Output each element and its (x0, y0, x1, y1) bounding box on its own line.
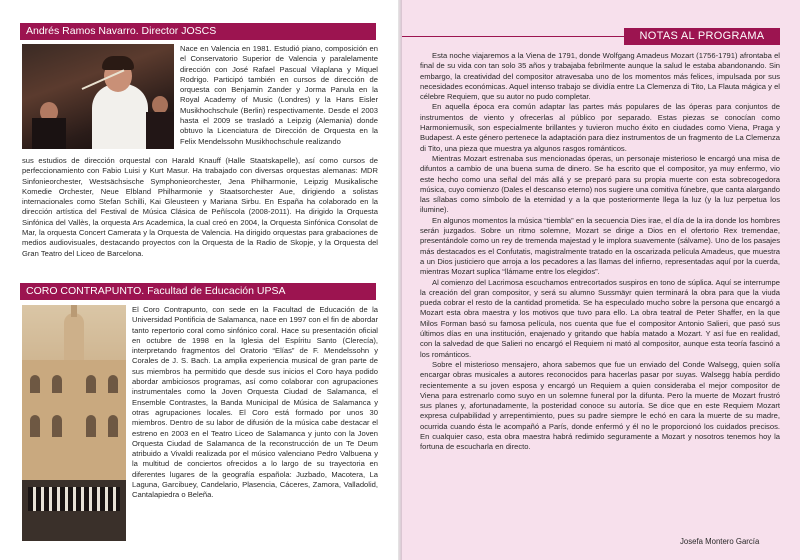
section-title-choir: CORO CONTRAPUNTO. Facultad de Educación UPSA (20, 283, 376, 300)
program-paragraph: En algunos momentos la música “tiembla” en la secuencia Dies irae, el día de la ira donde los hombres serán juzgados. Sobre un ritmo solemne, Mozart se dirige a Dios en el ofertorio Rex tremendae, presentándole como un rey de tremenda majestad y le implora suavemente (sálvame). Uno de los pasajes más destacados es el Confutatis, magistralmente tratado en la oscarizada película Amadeus, que muestra a un Dios justiciero que arroja a los pecadores a las llamas del infierno, representadas aquí por la cuerda, mientras Mozart suplica “llámame entre los elegidos”. (420, 215, 780, 277)
choir-cathedral-photo (22, 305, 126, 541)
page-spine (398, 0, 402, 560)
director-bio-intro: Nace en Valencia en 1981. Estudió piano, composición en el Conservatorio Superior de Valencia y paralelamente dirección con José Rafael Pascual Vilaplana y Miquel Rodrigo. Participó también en cursos de dirección de orquesta con Benjamin Zander y Jorma Panula en la Royal Academy of Music (Londres) y la Hans Eisler Musikhochschule (Berlin) respectivamente. Desde el 2003 hasta el 2009 se trasladó a Leipzig (Alemania) donde obtuvo la Licenciatura de Dirección de Orquesta en la Felix Mendelssohn Musikhochschule realizando (180, 44, 378, 146)
header-rule (402, 36, 624, 37)
choir-bio: El Coro Contrapunto, con sede en la Facultad de Educación de la Universidad Pontificia de Salamanca, nace en 1997 con el fin de abordar tanto repertorio coral como sinfónico coral. Hace su presentación oficial en octubre de 1998 en la Iglesia del Espíritu Santo (Clerecía), interpretando fragmentos del Oratorio “Elías” de F. Mendelssohn y Corales de J. S. Bach. La amplia experiencia musical de gran parte de sus miembros ha permitido que desde sus inicios el Coro haya podido abordar ambiciosos programas, así como colaborar con agrupaciones instrumentales como la Joven Orquesta Ciudad de Salamanca, el Ensemble Contrastes, la Banda Municipal de Música de Salamanca y otras agrupaciones locales. El Coro está formado por unos 30 miembros. Dentro de su labor de difusión de la música cabe destacar el estreno en 2003 en el Teatro Liceo de Salamanca y junto con la Joven Orquesta Ciudad de Salamanca de la reconstrucción de un Te Deum atribuido a Vivaldi realizada por el músico valenciano Pedro Valbuena y la multitud de conciertos ofrecidos a lo largo de su trayectoria en diferentes lugares de la geografía española: Juzbado, Macotera, La Laguna, Garcibuey, Candelario, Plasencia, Cáceres, Zamora, Valladolid, Cantalapiedra o Beleña. (132, 305, 378, 500)
program-notes-header (402, 28, 780, 45)
author-signature: Josefa Montero García (680, 537, 760, 546)
conductor-photo (22, 44, 174, 149)
director-bio-continued: sus estudios de dirección orquestal con Harald Knauff (Halle Staatskapelle), así como cursos de perfeccionamiento con Fabio Luisi y Kurt Masur. Ha trabajado con diversas orquestas alemanas: MDR Sinfonieorchester, Westsächsische Symphonieorchester, Jena Philharmonie, Leipzig Musikalische Komedie Orchester, Neue Elbland Philharmonie y Staatsorchester Aue, dirigiendo a solistas internacionales como Stefan Schilli, Kai Gleusteen y Mariana Sirbu. En España ha colaborado en la dirección artística del Festival de Música Clásica de Peñíscola (2008-2011). Ha dirigido la Orquesta Sinfónica del Vallès, la orquesta Ars Academica, la cual creó en 2004, la Orquesta Sinfónica Consolat de Mar, la orquesta Concert Camerata y la Orquesta de Valencia. Ha dirigido orquestas para grabaciones de medios audiovisuales, destacando proyectos con la Orquesta de la Radio de Skopje, y la Orquesta del Gran Teatro del Liceo de Barcelona. (22, 156, 378, 258)
program-notes-title: NOTAS AL PROGRAMA (624, 28, 780, 45)
program-paragraph: Esta noche viajaremos a la Viena de 1791, donde Wolfgang Amadeus Mozart (1756-1791) afrontaba el final de su vida con tan solo 35 años y trabajaba febrilmente aunque la salud le estaba abandonando. Sin embargo, la creatividad del compositor atravesaba uno de los momentos más felices, impulsada por sus necesidades económicas. Aquel intenso trabajo se dividía entre La Clemenza di Tito, La Flauta mágica y el célebre Requiem, que su autor no pudo completar. (420, 51, 780, 102)
program-paragraph: Mientras Mozart estrenaba sus mencionadas óperas, un personaje misterioso le encargó una misa de difuntos a cambio de una buena suma de dinero. Se ha escrito que el compositor, ya muy enfermo, vio este hecho como una señal del más allá y se preparó para su propia muerte con esta sobrecogedora música, cuyo comienzo (Dales el descanso eterno) nos sugiere una comitiva fúnebre, que canta alargando las sílabas como símbolo de la eternidad y a la que posteriormente llega la luz (y la luz perpetua los ilumine). (420, 153, 780, 215)
program-paragraph: Sobre el misterioso mensajero, ahora sabemos que fue un enviado del Conde Walsegg, quien solía encargar obras musicales a autores reconocidos para hacerlas pasar por suyas. Walsegg había perdido recientemente a su joven esposa y encargó un Requiem a quien consideraba el mejor compositor de Viena para estrenarlo como suyo en un solemne funeral por la difunta. Pero la muerte de Mozart frustró sus planes y, afortunadamente, la posteridad conoce su autoría. Se dice que en este Requiem Mozart expresa culpabilidad y arrepentimiento, pues su padre siempre le echó en cara la muerte de su madre, ocurrida cuando ésta le acompañó a París, donde enfermó y él no le proporcionó los cuidados precisos. En cualquier caso, esta obra maestra habrá redimido seguramente a Mozart y nosotros tenemos hoy la fortuna de escucharla en directo. (420, 359, 780, 452)
program-paragraph: Al comienzo del Lacrimosa escuchamos entrecortados suspiros en tono de súplica. Aquí se interrumpe la creación del gran compositor, y será su alumno Sussmäyr quien terminará la obra para que la viuda pueda cobrar el resto de la cantidad prometida. Se ha especulado mucho sobre la persona que encargó a Mozart esta obra maestra y los motivos que tuvo para ello. La obra teatral de Peter Shaffer, en la que Milos Forman basó su famosa película, nos cuenta que fue el compositor Antonio Salieri, que pasó sus últimos días en una institución, enajenado y gritando que había matado a Mozart. Y así fue en realidad, con la salvedad de que Salieri no encargó el Requiem ni mató al compositor, aunque esta teoría fascinó a los románticos. (420, 277, 780, 359)
section-title-director: Andrés Ramos Navarro. Director JOSCS (20, 23, 376, 40)
program-paragraph: En aquella época era común adaptar las partes más populares de las óperas para conjuntos de instrumentos de viento y ofrecerlas al público por separado. Estas piezas se conocían como Harmoniemusik, son especialmente brillantes y tuvieron mucho éxito en ciudades como Viena, Praga y Budapest. A este género pertenece la adaptación para diez instrumentos de un fragmento de La Clemenza di Tito, una pieza que muestra ya algunos rasgos románticos. (420, 102, 780, 153)
program-notes-body (420, 51, 780, 453)
